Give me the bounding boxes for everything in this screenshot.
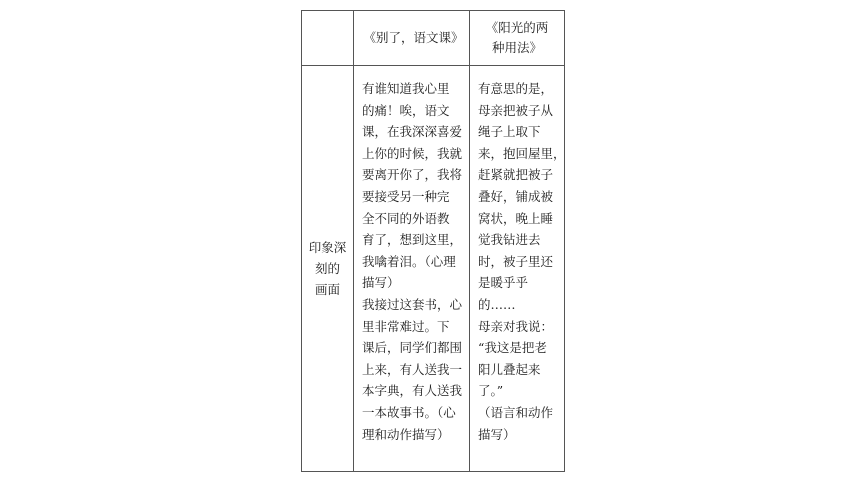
header-row — [302, 11, 565, 66]
text-line: 课后，同学们都围 — [362, 340, 463, 356]
header-empty-cell — [302, 11, 354, 66]
text-line: 描写） — [362, 275, 400, 291]
text-line: 来，抱回屋里， — [478, 145, 566, 161]
text-line: 我噙着泪。（心理 — [362, 253, 456, 269]
text-line: 要接受另一种完 — [362, 188, 450, 204]
text-line: 母亲对我说： — [478, 318, 554, 334]
excerpt-cell-lesson-1 — [354, 66, 470, 472]
text-line: 绳子上取下 — [478, 124, 541, 140]
label-line: 刻的 — [314, 261, 340, 276]
label-line: 印象深 — [308, 240, 347, 255]
text-line: 时，被子里还 — [478, 253, 554, 269]
text-line: 觉我钻进去 — [478, 232, 541, 248]
text-line: 阳儿叠起来 — [478, 361, 541, 377]
text-line: 课，在我深深喜爱 — [362, 124, 463, 140]
row-label-cell — [302, 66, 354, 472]
text-line: 有谁知道我心里 — [362, 81, 450, 96]
content-row — [302, 66, 565, 472]
text-line: 一本故事书。（心 — [362, 404, 456, 420]
text-line: 的痛！唉，语文 — [362, 102, 450, 118]
text-line: （语言和动作 — [478, 404, 554, 420]
header-cell-lesson-1: 《别了，语文课》 — [354, 11, 470, 66]
text-line: 要离开你了，我将 — [362, 167, 463, 183]
text-line: 了。” — [478, 383, 504, 399]
excerpt-cell-lesson-2 — [470, 66, 565, 472]
text-line: 的…… — [478, 296, 516, 312]
label-line: 画面 — [314, 282, 340, 297]
text-line: 叠好，铺成被 — [478, 188, 554, 204]
header-line: 《阳光的两 — [485, 20, 549, 35]
text-line: 上来，有人送我一 — [362, 361, 463, 377]
text-line: 本字典，有人送我 — [362, 383, 463, 399]
text-line: 我接过这套书，心 — [362, 296, 463, 312]
text-line: 是暖乎乎 — [478, 275, 529, 291]
text-line: 理和动作描写） — [362, 426, 450, 442]
text-line: 里非常难过。下 — [362, 318, 450, 334]
comparison-table — [301, 10, 565, 472]
text-line: 有意思的是， — [478, 81, 554, 96]
text-line: 育了，想到这里， — [362, 232, 463, 248]
text-line: 上你的时候，我就 — [362, 145, 463, 161]
text-line: 全不同的外语教 — [362, 210, 450, 226]
text-line: 窝状，晚上睡 — [478, 210, 554, 226]
text-line: 母亲把被子从 — [478, 102, 554, 118]
header-line: 种用法》 — [491, 40, 542, 55]
text-line: 赶紧就把被子 — [478, 167, 554, 183]
header-cell-lesson-2 — [470, 11, 565, 66]
text-line: “我这是把老 — [478, 340, 547, 356]
text-line: 描写） — [478, 426, 516, 442]
